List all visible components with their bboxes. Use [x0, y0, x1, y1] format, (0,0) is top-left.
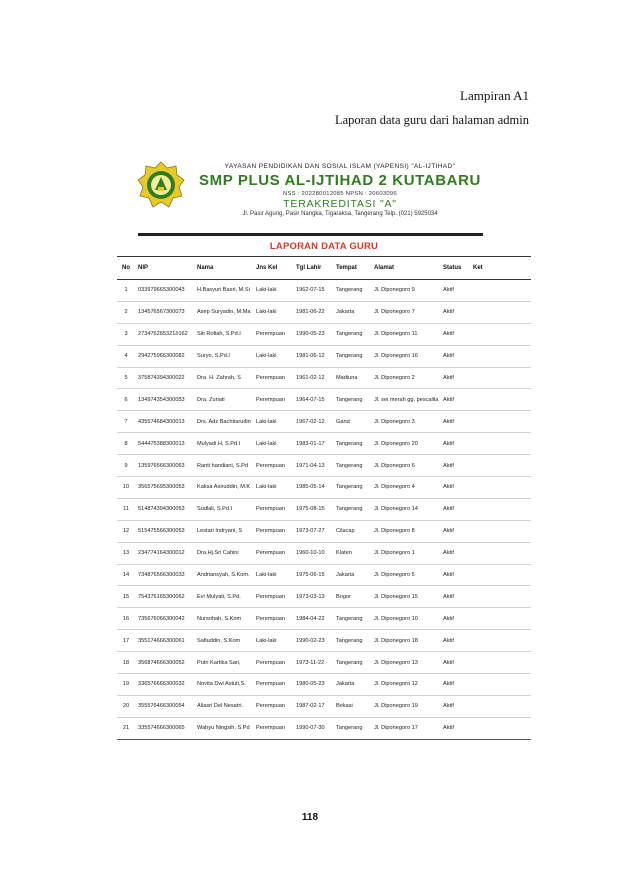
cell-nama: Kaksa Asiruddin, M.K	[194, 477, 253, 499]
cell-nip: 435574684300013	[135, 411, 194, 433]
cell-tgl: 1987-02-17	[293, 695, 333, 717]
cell-tgl: 1973-11-22	[293, 652, 333, 674]
cell-ket	[470, 586, 531, 608]
table-row	[117, 630, 531, 652]
cell-no: 7	[117, 411, 135, 433]
cell-nama: Sudlali, S.Pd.I	[194, 498, 253, 520]
cell-nip: 356874666300052	[135, 652, 194, 674]
table-row	[117, 717, 531, 739]
cell-tempat: Tangerang	[333, 389, 371, 411]
cell-jk: Laki-laki	[253, 433, 293, 455]
cell-nama: Aliasri Del Nesatri.	[194, 695, 253, 717]
cell-ket	[470, 542, 531, 564]
cell-status: Aktif	[440, 674, 470, 696]
cell-tempat: Tangerang	[333, 608, 371, 630]
cell-tempat: Tangerang	[333, 498, 371, 520]
cell-nama: Drs. Adz Bachtiarudin	[194, 411, 253, 433]
cell-status: Aktif	[440, 717, 470, 739]
registration-numbers: NSS : 202280012085 NPSN : 20603096	[283, 191, 397, 197]
cell-no: 3	[117, 323, 135, 345]
cell-jk: Perempuan	[253, 608, 293, 630]
cell-status: Aktif	[440, 498, 470, 520]
cell-tgl: 1973-03-13	[293, 586, 333, 608]
cell-tgl: 1971-04-13	[293, 455, 333, 477]
cell-tempat: Tangerang	[333, 280, 371, 302]
cell-jk: Laki-laki	[253, 345, 293, 367]
cell-alamat: Jl. Diponegoro 9	[371, 280, 440, 302]
letterhead	[190, 163, 490, 217]
cell-status: Aktif	[440, 345, 470, 367]
cell-nama: Dra. Zuriati	[194, 389, 253, 411]
cell-jk: Perempuan	[253, 542, 293, 564]
cell-ket	[470, 630, 531, 652]
cell-nip: 515475566300053	[135, 520, 194, 542]
cell-tgl: 1961-02-12	[293, 367, 333, 389]
table-row	[117, 323, 531, 345]
cell-alamat: Jl. Diponegoro 8	[371, 520, 440, 542]
table-row	[117, 280, 531, 302]
cell-no: 21	[117, 717, 135, 739]
appendix-label: Lampiran A1	[460, 88, 529, 103]
cell-nama: Dra.Hj.Sri Cahini	[194, 542, 253, 564]
cell-nip: 134974354300053	[135, 389, 194, 411]
cell-status: Aktif	[440, 301, 470, 323]
cell-alamat: Jl. Diponegoro 10	[371, 608, 440, 630]
school-name: SMP PLUS AL-IJTIHAD 2 KUTABARU	[199, 172, 481, 189]
cell-tempat: Garut	[333, 411, 371, 433]
cell-jk: Perempuan	[253, 520, 293, 542]
cell-tempat: Jakarta	[333, 674, 371, 696]
cell-nama: Andriansyah, S.Kom.	[194, 564, 253, 586]
cell-nip: 375874394300022	[135, 367, 194, 389]
cell-alamat: Jl. Diponegoro 12	[371, 674, 440, 696]
cell-tempat: Klaten	[333, 542, 371, 564]
cell-alamat: Jl. Diponegoro 4	[371, 477, 440, 499]
cell-nip: 135976566300063	[135, 455, 194, 477]
table-row	[117, 411, 531, 433]
cell-tgl: 1975-06-15	[293, 564, 333, 586]
cell-tgl: 1990-07-30	[293, 717, 333, 739]
cell-no: 8	[117, 433, 135, 455]
cell-jk: Laki-laki	[253, 564, 293, 586]
cell-alamat: Jl. Diponegoro 18	[371, 630, 440, 652]
cell-tempat: Tangerang	[333, 477, 371, 499]
cell-no: 2	[117, 301, 135, 323]
cell-tempat: Tangerang	[333, 652, 371, 674]
table-row	[117, 345, 531, 367]
cell-status: Aktif	[440, 608, 470, 630]
cell-jk: Perempuan	[253, 455, 293, 477]
column-header: Tempat	[333, 257, 371, 280]
cell-no: 1	[117, 280, 135, 302]
cell-alamat: Jl. Diponegoro 17	[371, 717, 440, 739]
cell-nama: Lestari Indryani, S	[194, 520, 253, 542]
cell-status: Aktif	[440, 455, 470, 477]
cell-tgl: 1973-07-27	[293, 520, 333, 542]
cell-ket	[470, 674, 531, 696]
cell-jk: Laki-laki	[253, 477, 293, 499]
cell-ket	[470, 323, 531, 345]
accreditation: TERAKREDITASI "A"	[283, 198, 397, 210]
table-row	[117, 586, 531, 608]
cell-ket	[470, 564, 531, 586]
cell-no: 9	[117, 455, 135, 477]
cell-jk: Perempuan	[253, 586, 293, 608]
cell-status: Aktif	[440, 630, 470, 652]
cell-jk: Perempuan	[253, 695, 293, 717]
table-row	[117, 520, 531, 542]
cell-no: 4	[117, 345, 135, 367]
cell-ket	[470, 280, 531, 302]
cell-status: Aktif	[440, 586, 470, 608]
cell-nip: 356575695300053	[135, 477, 194, 499]
cell-ket	[470, 345, 531, 367]
cell-nama: Siti Rofiah, S.Pd.I	[194, 323, 253, 345]
cell-status: Aktif	[440, 520, 470, 542]
cell-tempat: Cilacap	[333, 520, 371, 542]
cell-ket	[470, 367, 531, 389]
cell-nip: 355576466300054	[135, 695, 194, 717]
table-row	[117, 674, 531, 696]
cell-no: 18	[117, 652, 135, 674]
cell-no: 19	[117, 674, 135, 696]
cell-tempat: Bekasi	[333, 695, 371, 717]
cell-alamat: Jl. Diponegoro 15	[371, 586, 440, 608]
cell-nip: 735676066300042	[135, 608, 194, 630]
cell-jk: Laki-laki	[253, 301, 293, 323]
foundation-name: YAYASAN PENDIDIKAN DAN SOSIAL ISLAM (YAPENSI) "AL-IJTIHAD"	[224, 163, 456, 170]
cell-jk: Perempuan	[253, 323, 293, 345]
cell-tgl: 1985-05-14	[293, 477, 333, 499]
cell-nip: 754376165300062	[135, 586, 194, 608]
column-header: NIP	[135, 257, 194, 280]
cell-tempat: Madiuna	[333, 367, 371, 389]
cell-nip: 234774164300012	[135, 542, 194, 564]
cell-alamat: Jl. Diponegoro 19	[371, 695, 440, 717]
cell-tempat: Tangerang	[333, 323, 371, 345]
cell-status: Aktif	[440, 411, 470, 433]
cell-status: Aktif	[440, 433, 470, 455]
cell-tempat: Tangerang	[333, 433, 371, 455]
cell-nama: Evi Mulyati, S.Pd.	[194, 586, 253, 608]
cell-jk: Perempuan	[253, 674, 293, 696]
cell-alamat: Jl. Diponegoro 1	[371, 542, 440, 564]
cell-nama: Mulyadi H, S.Pd.I	[194, 433, 253, 455]
cell-nip: 273476265321ô162	[135, 323, 194, 345]
cell-ket	[470, 411, 531, 433]
cell-status: Aktif	[440, 477, 470, 499]
cell-nama: H.Basyuri Basri, M.Si	[194, 280, 253, 302]
cell-jk: Perempuan	[253, 652, 293, 674]
cell-nama: Putri Kartika Sari,	[194, 652, 253, 674]
cell-nama: Safiuddin, S.Kom	[194, 630, 253, 652]
table-header-row	[117, 257, 531, 280]
cell-jk: Perempuan	[253, 717, 293, 739]
cell-jk: Laki-laki	[253, 630, 293, 652]
table-row	[117, 695, 531, 717]
cell-no: 10	[117, 477, 135, 499]
cell-tgl: 1990-05-23	[293, 323, 333, 345]
column-header: Ket	[470, 257, 531, 280]
table-row	[117, 367, 531, 389]
cell-tgl: 1990-02-23	[293, 630, 333, 652]
cell-tgl: 1983-01-17	[293, 433, 333, 455]
cell-tgl: 1964-07-15	[293, 389, 333, 411]
teacher-data-table	[117, 256, 531, 740]
table-row	[117, 433, 531, 455]
cell-tgl: 1960-10-10	[293, 542, 333, 564]
cell-nama: Suryo, S.Pd.I	[194, 345, 253, 367]
cell-tgl: 1975-08-15	[293, 498, 333, 520]
letterhead-divider	[138, 233, 483, 236]
cell-tempat: Jakarta	[333, 301, 371, 323]
cell-alamat: Jl. Diponegoro 11	[371, 323, 440, 345]
cell-status: Aktif	[440, 367, 470, 389]
cell-alamat: Jl. Diponegoro 13	[371, 652, 440, 674]
table-row	[117, 564, 531, 586]
cell-status: Aktif	[440, 695, 470, 717]
cell-no: 14	[117, 564, 135, 586]
cell-tempat: Tangerang	[333, 455, 371, 477]
column-header: Nama	[194, 257, 253, 280]
cell-ket	[470, 301, 531, 323]
cell-nip: 033979665300043	[135, 280, 194, 302]
cell-nip: 134576567300073	[135, 301, 194, 323]
cell-jk: Perempuan	[253, 498, 293, 520]
cell-tempat: Bogor	[333, 586, 371, 608]
column-header: Status	[440, 257, 470, 280]
cell-ket	[470, 652, 531, 674]
cell-status: Aktif	[440, 542, 470, 564]
table-row	[117, 477, 531, 499]
cell-nip: 355174666300061	[135, 630, 194, 652]
cell-nip: 335574666300065	[135, 717, 194, 739]
table-row	[117, 542, 531, 564]
table-row	[117, 301, 531, 323]
cell-alamat: Jl. Diponegoro 2	[371, 367, 440, 389]
appendix-caption: Laporan data guru dari halaman admin	[334, 113, 529, 127]
cell-ket	[470, 389, 531, 411]
cell-alamat: Jl. Diponegoro 5	[371, 564, 440, 586]
cell-tgl: 1981-06-12	[293, 345, 333, 367]
cell-nip: 544475388300013	[135, 433, 194, 455]
cell-jk: Laki-laki	[253, 280, 293, 302]
page-number: 118	[301, 812, 319, 823]
cell-ket	[470, 695, 531, 717]
cell-alamat: Jl. Diponegoro 14	[371, 498, 440, 520]
table-row	[117, 652, 531, 674]
cell-tgl: 1980-05-23	[293, 674, 333, 696]
cell-nip: 514874394300053	[135, 498, 194, 520]
cell-alamat: Jl. Diponegoro 7	[371, 301, 440, 323]
cell-jk: Perempuan	[253, 389, 293, 411]
cell-ket	[470, 433, 531, 455]
cell-jk: Laki-laki	[253, 411, 293, 433]
table-row	[117, 498, 531, 520]
cell-tgl: 1981-06-22	[293, 301, 333, 323]
column-header: Alamat	[371, 257, 440, 280]
cell-ket	[470, 717, 531, 739]
cell-status: Aktif	[440, 280, 470, 302]
cell-status: Aktif	[440, 652, 470, 674]
cell-nama: Ranti handiani, S.Pd	[194, 455, 253, 477]
cell-nama: Nursohah, S.Kom	[194, 608, 253, 630]
cell-no: 5	[117, 367, 135, 389]
column-header: No	[117, 257, 135, 280]
cell-nip: 734876566300033	[135, 564, 194, 586]
cell-nama: Novita Dwi Astuti,S.	[194, 674, 253, 696]
school-crest-icon	[136, 160, 186, 210]
cell-status: Aktif	[440, 323, 470, 345]
cell-tempat: Jakarta	[333, 564, 371, 586]
cell-nip: 336576666300032	[135, 674, 194, 696]
cell-no: 15	[117, 586, 135, 608]
cell-tgl: 1984-04-22	[293, 608, 333, 630]
cell-nama: Asep Suryadin, M.Ma	[194, 301, 253, 323]
cell-alamat: Jl. Diponegoro 3	[371, 411, 440, 433]
cell-alamat: Jl. Diponegoro 6	[371, 455, 440, 477]
cell-jk: Perempuan	[253, 367, 293, 389]
cell-ket	[470, 498, 531, 520]
cell-no: 13	[117, 542, 135, 564]
cell-alamat: Jl. Diponegoro 20	[371, 433, 440, 455]
cell-tgl: 1967-02-12	[293, 411, 333, 433]
column-header: Jns Kel	[253, 257, 293, 280]
cell-no: 16	[117, 608, 135, 630]
cell-alamat: Jl. Diponegoro 16	[371, 345, 440, 367]
cell-tempat: Tangerang	[333, 717, 371, 739]
cell-tempat: Tangerang	[333, 345, 371, 367]
cell-no: 17	[117, 630, 135, 652]
school-address: Jl. Pasir Agung, Pasir Nangka, Tigaraksa, Tangerang Telp. (021) 5925034	[242, 211, 438, 217]
cell-status: Aktif	[440, 564, 470, 586]
cell-alamat: Jl. sei merah gg. pescalila	[371, 389, 440, 411]
column-header: Tgl Lahir	[293, 257, 333, 280]
cell-ket	[470, 477, 531, 499]
cell-tempat: Tangerang	[333, 630, 371, 652]
cell-nip: 294275966300082	[135, 345, 194, 367]
table-row	[117, 455, 531, 477]
cell-no: 20	[117, 695, 135, 717]
cell-no: 11	[117, 498, 135, 520]
cell-nama: Dra. H. Zahrah, S	[194, 367, 253, 389]
cell-no: 6	[117, 389, 135, 411]
cell-nama: Wahyu Ningsih, S.Pd	[194, 717, 253, 739]
cell-no: 12	[117, 520, 135, 542]
table-row	[117, 389, 531, 411]
cell-status: Aktif	[440, 389, 470, 411]
table-row	[117, 608, 531, 630]
report-title: LAPORAN DATA GURU	[269, 241, 379, 252]
cell-ket	[470, 455, 531, 477]
cell-tgl: 1962-07-15	[293, 280, 333, 302]
cell-ket	[470, 608, 531, 630]
cell-ket	[470, 520, 531, 542]
